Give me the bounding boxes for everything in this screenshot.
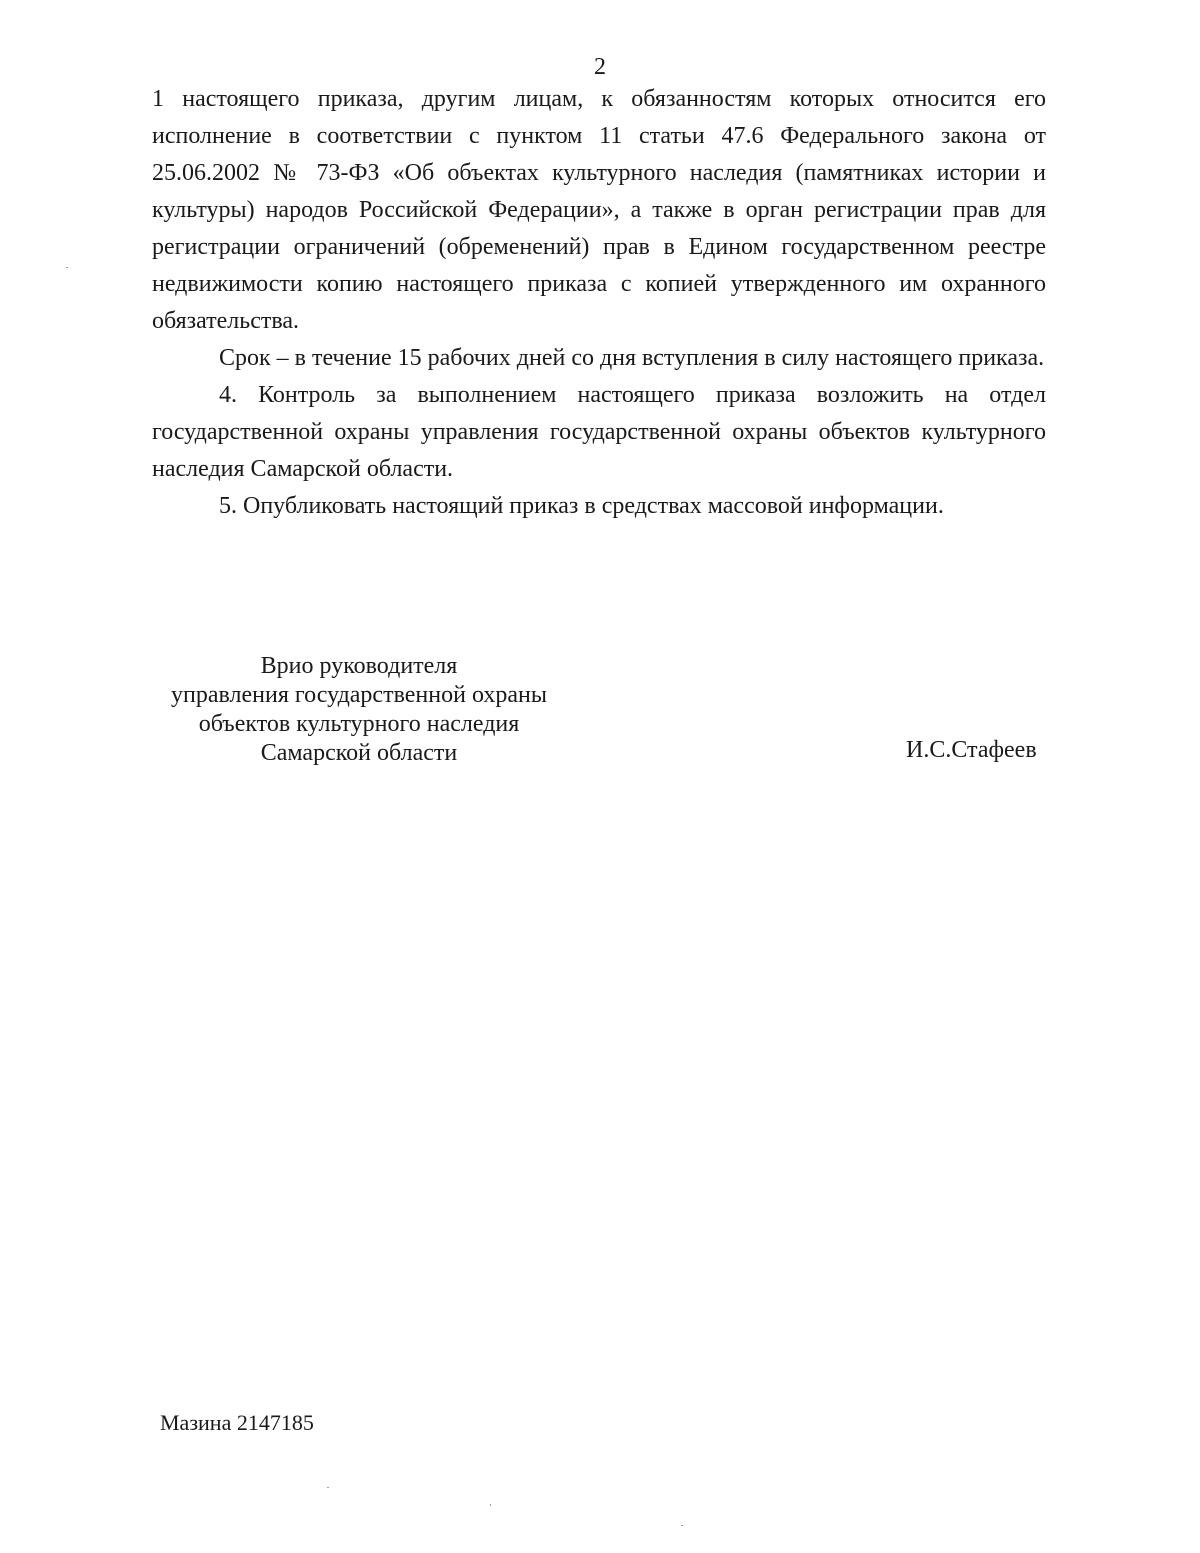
signer-name: И.С.Стафеев — [906, 737, 1037, 763]
scan-speck — [66, 267, 68, 268]
signature-position-line: Самарской области — [260, 740, 458, 766]
scan-speck — [327, 1487, 329, 1488]
page-number: 2 — [594, 54, 606, 80]
signature-position-line: объектов культурного наследия — [198, 711, 520, 737]
paragraph-item-4: 4. Контроль за выполнением настоящего приказа возложить на отдел государственной охраны управления государственной охраны объектов культурного наследия Самарской области. — [152, 382, 1046, 482]
paragraph-continuation: 1 настоящего приказа, другим лицам, к обязанностям которых относится его исполнение в соответствии с пунктом 11 статьи 47.6 Федерального закона от 25.06.2002 № 73-ФЗ «Об объектах культурного наследия (памятниках истории и культуры) народов Российской Федерации», а также в орган регистрации прав для регистрации ограничений (обременений) прав в Едином государственном реестре недвижимости копию настоящего приказа с копией утвержденного им охранного обязательства. — [152, 86, 1046, 334]
signature-position-line: управления государственной охраны — [171, 682, 547, 708]
scan-speck — [490, 1504, 491, 1506]
paragraph-deadline: Срок – в течение 15 рабочих дней со дня вступления в силу настоящего приказа. — [219, 345, 1045, 371]
executor-contact: Мазина 2147185 — [160, 1410, 314, 1435]
paragraph-item-5: 5. Опубликовать настоящий приказ в средствах массовой информации. — [219, 493, 944, 519]
scan-speck — [681, 1525, 683, 1526]
document-body — [152, 81, 1046, 525]
signature-position — [152, 652, 566, 768]
signature-position-line: Врио руководителя — [260, 653, 458, 679]
